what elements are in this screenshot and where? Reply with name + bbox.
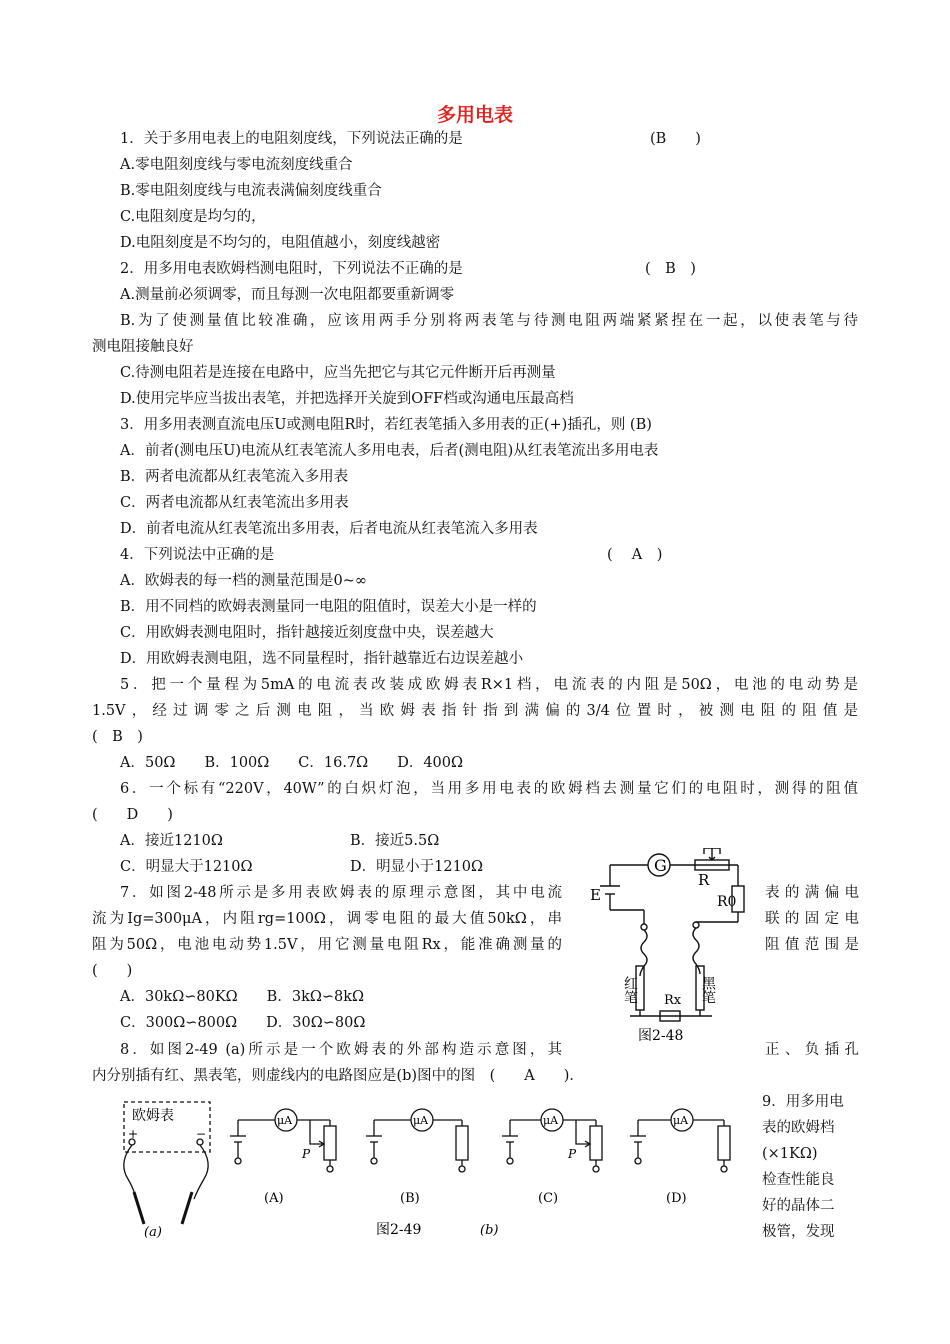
q9-line5: 好的晶体二 bbox=[762, 1198, 835, 1214]
q1-option-c: C.电阻刻度是均匀的， bbox=[120, 209, 266, 225]
figure-2-49-caption: 图2-49 bbox=[376, 1222, 422, 1238]
circuit-a bbox=[230, 1109, 336, 1206]
q7-line3-left: 阻为50Ω，电池电动势1.5V，用它测量电阻Rx，能准确测量的 bbox=[92, 937, 562, 953]
q6-option-d: D．明显小于1210Ω bbox=[350, 859, 484, 875]
q6-line1: 6．一个标有“220V，40W”的白炽灯泡，当用多用电表的欧姆档去测量它们的电阻时，测得的阻值 bbox=[120, 781, 858, 797]
q1-option-a: A.零电阻刻度线与零电流刻度线重合 bbox=[120, 157, 353, 173]
q9-line4: 检查性能良 bbox=[762, 1172, 835, 1188]
q1-answer: (B ) bbox=[650, 131, 701, 147]
q4-answer: ( A ) bbox=[607, 547, 663, 563]
microammeter-label: μA bbox=[543, 1114, 559, 1127]
galvanometer-label: G bbox=[654, 856, 667, 875]
q3-option-b: B．两者电流都从红表笔流入多用表 bbox=[120, 469, 349, 485]
circuit-b bbox=[366, 1109, 468, 1206]
minus-terminal-label: − bbox=[196, 1127, 207, 1141]
q2-option-b-line1: B.为了使测量值比较准确，应该用两手分别将两表笔与待测电阻两端紧紧捏在一起，以使表笔与待 bbox=[120, 313, 858, 329]
resistor-rx-label: Rx bbox=[664, 993, 682, 1008]
q3-stem: 3．用多用表测直流电压U或测电阻R时，若红表笔插入多用表的正(+)插孔，则 (B) bbox=[120, 417, 652, 433]
q2-answer: ( B ) bbox=[645, 261, 696, 277]
q9-line1: 9．用多用电 bbox=[762, 1094, 844, 1110]
label-a: (a) bbox=[144, 1225, 162, 1240]
circuit-d bbox=[630, 1109, 730, 1206]
q5-line3: ( B ) bbox=[92, 729, 143, 745]
figure-2-48-circuit bbox=[580, 848, 760, 1048]
slider-p-label: P bbox=[568, 1147, 577, 1161]
q7-options-cd: C．300Ω∽800Ω D．30Ω∽80Ω bbox=[120, 1015, 366, 1031]
label-B: (B) bbox=[400, 1191, 420, 1206]
figure-2-49 bbox=[100, 1092, 740, 1248]
figure-2-48-caption: 图2-48 bbox=[638, 1028, 684, 1044]
q5-line1: 5．把一个量程为5mA的电流表改装成欧姆表R×1档，电流表的内阻是50Ω，电池的电动势是 bbox=[120, 677, 858, 693]
q2-option-b-line2: 测电阻接触良好 bbox=[92, 339, 194, 355]
slider-p-label: P bbox=[302, 1147, 311, 1161]
q3-option-a: A．前者(测电压U)电流从红表笔流人多用电表，后者(测电阻)从红表笔流出多用电表 bbox=[120, 443, 659, 459]
q8-line1-left: 8．如图2-49 (a)所示是一个欧姆表的外部构造示意图，其 bbox=[120, 1042, 562, 1058]
battery-e-label: E bbox=[590, 886, 601, 904]
q2-stem: 2．用多用电表欧姆档测电阻时，下列说法不正确的是 bbox=[120, 261, 463, 277]
q4-option-c: C．用欧姆表测电阻时，指针越接近刻度盘中央，误差越大 bbox=[120, 625, 494, 641]
q1-stem: 1．关于多用电表上的电阻刻度线，下列说法正确的是 bbox=[120, 131, 463, 147]
red-probe-label: 红笔 bbox=[622, 976, 638, 1004]
q2-option-c: C.待测电阻若是连接在电路中，应当先把它与其它元件断开后再测量 bbox=[120, 365, 556, 381]
q7-options-ab: A．30kΩ∽80KΩ B．3kΩ∽8kΩ bbox=[120, 989, 365, 1005]
q7-line4: ( ) bbox=[92, 963, 133, 979]
plus-terminal-label: + bbox=[128, 1127, 139, 1141]
q7-line2-right: 联的固定电 bbox=[765, 911, 859, 927]
q7-line2-left: 流为Ig=300μA，内阻rg=100Ω，调零电阻的最大值50kΩ，串 bbox=[92, 911, 562, 927]
q2-option-a: A.测量前必须调零，而且每测一次电阻都要重新调零 bbox=[120, 287, 455, 303]
q9-line6: 极管，发现 bbox=[762, 1224, 835, 1240]
q7-line1-left: 7．如图2-48所示是多用表欧姆表的原理示意图，其中电流 bbox=[120, 885, 562, 901]
q5-options: A．50Ω B．100Ω C．16.7Ω D．400Ω bbox=[120, 755, 464, 771]
q8-line2: 内分别插有红、黑表笔，则虚线内的电路图应是(b)图中的图 ( A )． bbox=[92, 1068, 584, 1084]
q3-option-d: D．前者电流从红表笔流出多用表，后者电流从红表笔流入多用表 bbox=[120, 521, 538, 537]
label-b: (b) bbox=[480, 1223, 499, 1238]
label-A: (A) bbox=[264, 1191, 284, 1206]
q4-stem: 4．下列说法中正确的是 bbox=[120, 547, 275, 563]
q4-option-a: A．欧姆表的每一档的测量范围是0~∞ bbox=[120, 573, 367, 589]
q9-line2: 表的欧姆档 bbox=[762, 1120, 835, 1136]
ohmmeter-box-label: 欧姆表 bbox=[132, 1108, 174, 1124]
q9-line3: (×1KΩ) bbox=[762, 1146, 818, 1162]
q8-line1-right: 正、负插孔 bbox=[765, 1042, 859, 1058]
microammeter-label: μA bbox=[413, 1114, 429, 1127]
circuit-c bbox=[502, 1109, 602, 1206]
q1-option-d: D.电阻刻度是不均匀的，电阻值越小，刻度线越密 bbox=[120, 235, 441, 251]
black-probe-label: 黑笔 bbox=[700, 976, 716, 1004]
q6-option-c: C．明显大于1210Ω bbox=[120, 859, 253, 875]
q5-line2: 1.5V，经过调零之后测电阻，当欧姆表指针指到满偏的3/4位置时，被测电阻的阻值是 bbox=[92, 703, 858, 719]
microammeter-label: μA bbox=[277, 1114, 293, 1127]
label-C: (C) bbox=[538, 1191, 559, 1206]
page-title: 多用电表 bbox=[436, 104, 513, 126]
q7-line1-right: 表的满偏电 bbox=[765, 885, 859, 901]
q2-option-d: D.使用完毕应当拔出表笔，并把选择开关旋到OFF档或沟通电压最高档 bbox=[120, 391, 574, 407]
resistor-r0-label: R0 bbox=[717, 894, 737, 910]
q6-option-a: A．接近1210Ω bbox=[120, 833, 223, 849]
microammeter-label: μA bbox=[673, 1114, 689, 1127]
q4-option-b: B．用不同档的欧姆表测量同一电阻的阻值时，误差大小是一样的 bbox=[120, 599, 537, 615]
q6-line2: ( D ) bbox=[92, 807, 173, 823]
q7-line3-right: 阻值范围是 bbox=[765, 937, 859, 953]
q3-option-c: C．两者电流都从红表笔流出多用表 bbox=[120, 495, 349, 511]
q6-option-b: B．接近5.5Ω bbox=[350, 833, 440, 849]
label-D: (D) bbox=[666, 1191, 687, 1206]
q1-option-b: B.零电阻刻度线与电流表满偏刻度线重合 bbox=[120, 183, 382, 199]
resistor-r-label: R bbox=[698, 871, 710, 889]
q4-option-d: D．用欧姆表测电阻，选不同量程时，指针越靠近右边误差越小 bbox=[120, 651, 524, 667]
